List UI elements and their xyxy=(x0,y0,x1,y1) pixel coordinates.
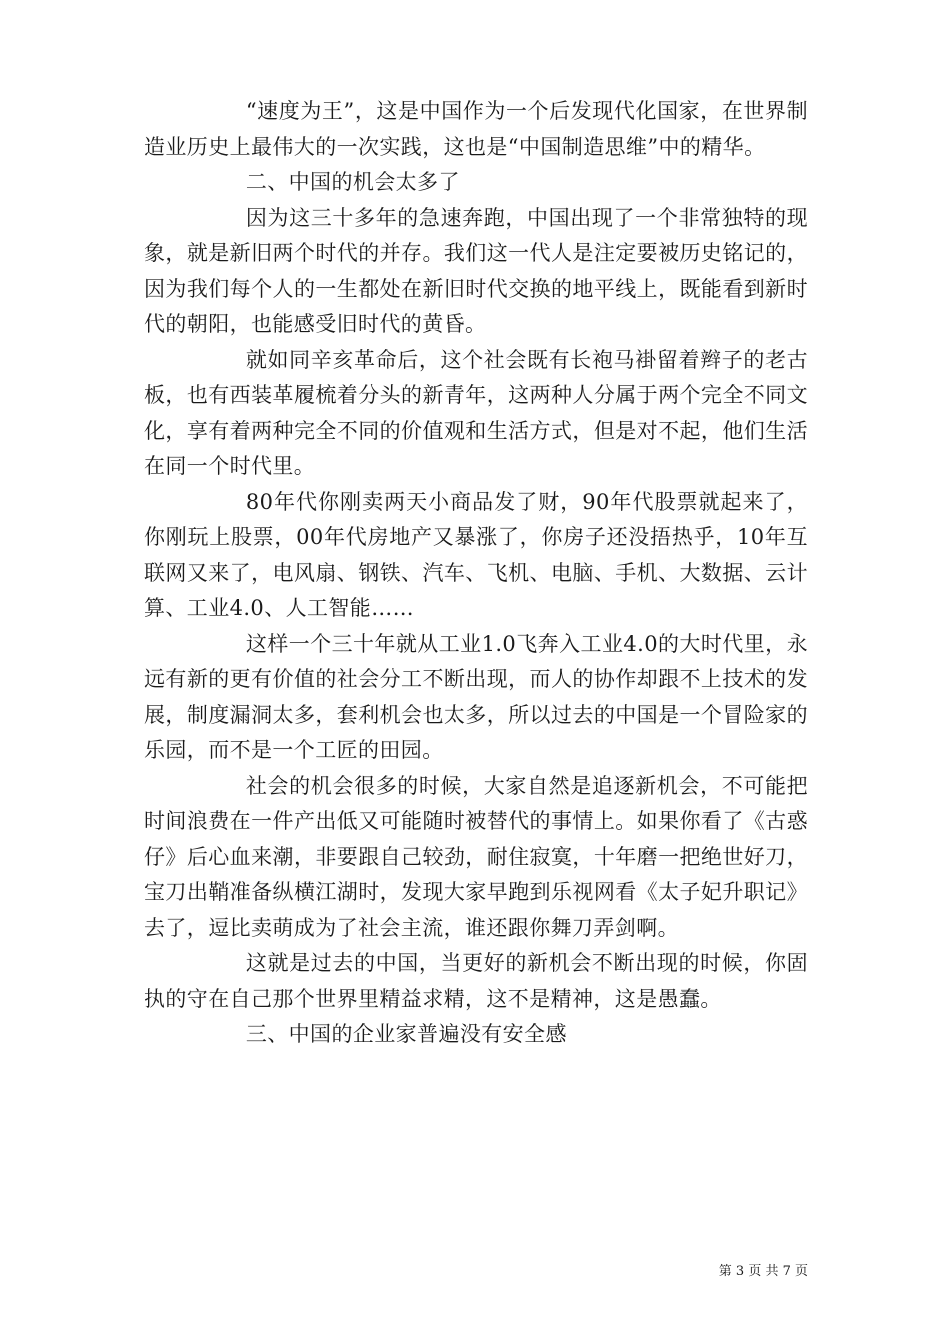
section-heading-3: 三、中国的企业家普遍没有安全感 xyxy=(245,1022,567,1046)
section-heading-2: 二、中国的机会太多了 xyxy=(245,170,460,194)
paragraph-past-china: 这就是过去的中国，当更好的新机会不断出现的时候，你固执的守在自己那个世界里精益求精，这不是精神，这是愚蠢。 xyxy=(144,951,808,1011)
paragraph-two-eras: 因为这三十多年的急速奔跑，中国出现了一个非常独特的现象，就是新旧两个时代的并存。我们这一代人是注定要被历史铭记的，因为我们每个人的一生都处在新旧时代交换的地平线上，既能看到新时代的朝阳，也能感受旧时代的黄昏。 xyxy=(144,205,808,336)
page-number-label: 第 3 页 共 7 页 xyxy=(718,1264,808,1279)
paragraph-chasing-opportunities: 社会的机会很多的时候，大家自然是追逐新机会，不可能把时间浪费在一件产出低又可能随时被替代的事情上。如果你看了《古惑仔》后心血来潮，非要跟自己较劲，耐住寂寞，十年磨一把绝世好刀，宝刀出鞘准备纵横江湖时，发现大家早跑到乐视网看《太子妃升职记》去了，逗比卖萌成为了社会主流，谁还跟你舞刀弄剑啊。 xyxy=(144,773,808,940)
paragraph-decades-opportunities: 80年代你刚卖两天小商品发了财，90年代股票就起来了，你刚玩上股票，00年代房地产又暴涨了，你房子还没捂热乎，10年互联网又来了，电风扇、钢铁、汽车、飞机、电脑、手机、大数据、云计算、工业4.0、人工智能…… xyxy=(144,489,808,620)
paragraph-xinhai-revolution: 就如同辛亥革命后，这个社会既有长袍马褂留着辫子的老古板，也有西装革履梳着分头的新青年，这两种人分属于两个完全不同文化，享有着两种完全不同的价值观和生活方式，但是对不起，他们生活在同一个时代里。 xyxy=(144,347,808,478)
page-footer xyxy=(0,1260,950,1279)
paragraph-speed-is-king: “速度为王”，这是中国作为一个后发现代化国家，在世界制造业历史上最伟大的一次实践，这也是“中国制造思维”中的精华。 xyxy=(144,99,808,159)
paragraph-industry-era: 这样一个三十年就从工业1.0飞奔入工业4.0的大时代里，永远有新的更有价值的社会分工不断出现，而人的协作却跟不上技术的发展，制度漏洞太多，套利机会也太多，所以过去的中国是一个冒险家的乐园，而不是一个工匠的田园。 xyxy=(144,631,808,762)
document-body xyxy=(144,94,808,1053)
